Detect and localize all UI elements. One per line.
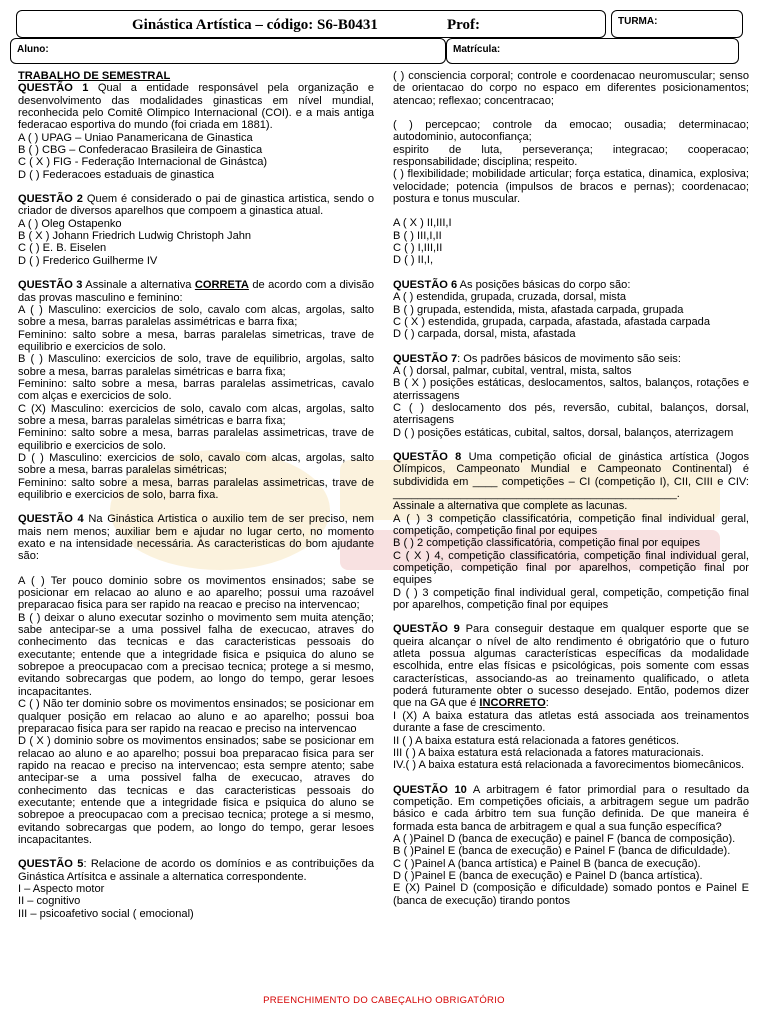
question-10 — [393, 784, 749, 833]
option: C ( ) I,III,II — [393, 242, 443, 255]
list-item: III – psicoafetivo social ( emocional) — [18, 907, 194, 920]
option: C ( )Painel A (banca artística) e Painel B (banca de execução). — [393, 857, 701, 870]
emphasis-correta: CORRETA — [194, 279, 249, 292]
option: B ( ) III,I,II — [393, 229, 442, 242]
option: D ( ) Masculino: exercicios de solo, cavalo com alcas, argolas, salto sobre a mesa, barras paralelas simétricas; — [18, 451, 374, 477]
question-5 — [18, 858, 374, 883]
question-9 — [393, 623, 749, 709]
document-title: Ginástica Artística – código: S6-B0431 — [132, 17, 378, 33]
matricula-label: Matrícula: — [453, 44, 501, 55]
option: B ( X ) Johann Friedrich Ludwig Christoph Jahn — [18, 230, 252, 243]
option: C (X) Masculino: exercicios de solo, cavalo com alcas, argolas, salto sobre a mesa, barras paralelas simétricas e barra fixa; — [18, 402, 374, 427]
option: B ( ) Masculino: exercicios de solo, trave de equilibrio, argolas, salto sobre a mesa, barras paralelas simétricas e barra fixa; — [18, 353, 374, 378]
question-6 — [393, 279, 749, 291]
right-column — [393, 70, 749, 907]
option: B ( X ) posições estáticas, deslocamentos, saltos, balanços, rotações e aterrissagens — [393, 377, 749, 402]
question-2 — [18, 193, 374, 218]
question-text: Quem é considerado o pai de ginastica artistica, sendo o criador de diversos aparelhos que compoem a ginastica atual. — [18, 193, 374, 218]
question-text: Assinale a alternativa — [82, 279, 195, 292]
option: A ( ) 3 competição classificatória, competição final individual geral, competição, competição final por equipes — [393, 512, 749, 537]
question-label: QUESTÃO 6 — [393, 278, 458, 291]
q5-statement: ( ) flexibilidade; mobilidade articular; força estatica, dinamica, explosiva; velocidade; potencia (impulsos de bracos e pernas); coordenacao; postura e tonus muscular. — [393, 168, 749, 206]
question-label: QUESTÃO 7 — [393, 352, 458, 365]
option: IV.( ) A baixa estatura está relacionada a favorecimentos biomecânicos. — [393, 759, 745, 772]
option: C ( ) Não ter dominio sobre os movimentos ensinados; se posicionar em qualquer posição em relacao ao aluno e ao aparelho; possui boa preparacao fisica para ser rapido na reacao e preciso na intervencao — [18, 698, 374, 735]
option: A ( X ) II,III,I — [393, 217, 452, 230]
option: I (X) A baixa estatura das atletas está associada aos treinamentos durante a fase de crescimento. — [393, 709, 749, 735]
question-text: : — [545, 697, 549, 710]
section-title: TRABALHO DE SEMESTRAL — [18, 70, 171, 82]
option: Feminino: salto sobre a mesa, barras paralelas assimetricas, trave de equilibrio e exercicios de solo, barra fixa. — [18, 476, 374, 501]
emphasis-incorreto: INCORRETO — [479, 697, 546, 710]
header-title-box — [16, 10, 606, 38]
q5-statement: espirito de luta, perseverança; integracao; cooperacao; responsabilidade; disciplina; respeito. — [393, 143, 749, 169]
option: B ( ) grupada, estendida, mista, afastada carpada, grupada — [393, 303, 684, 316]
option: C ( ) E. B. Eiselen — [18, 242, 107, 255]
option: Feminino: salto sobre a mesa, barras paralelas assimetricas, trave de equilibrio e exercicios de solo. — [18, 427, 374, 452]
question-7 — [393, 353, 749, 365]
option: D ( ) Frederico Guilherme IV — [18, 254, 158, 267]
option: C ( X ) FIG - Federação Internacional de Ginástca) — [18, 156, 268, 169]
question-label: QUESTÃO 1 — [18, 82, 89, 95]
list-item: I – Aspecto motor — [18, 882, 105, 895]
question-text: : Relacione de acordo os domínios e as contribuições da Ginástica Artísitca e assinale a alternatica correspondente. — [18, 858, 375, 883]
aluno-field[interactable] — [10, 38, 446, 64]
q5-statement: ( ) percepcao; controle da emocao; ousadia; determinacao; autodominio, autoconfiança; — [393, 119, 749, 144]
question-text: Para conseguir destaque em qualquer esporte que se queira alcançar o nível de alto rendimento é obrigatório que o futuro atleta possua algumas características específicas da modalidade escolhida, entre elas físicas e psicológicas, pois somente com essas características, associando-as ao treinamento qualificado, o atleta poderá futuramente obter o sucesso desejado. Então, podemos dizer que na GA que é — [393, 623, 749, 710]
question-label: QUESTÃO 4 — [18, 513, 84, 526]
question-text: Qual a entidade responsável pela organização e desenvolvimento das modalidades ginasticas em nível mundial, reconhecida pelo Comitê Olimpico Internacional (COI). e a mais antiga federacao esportiva do mundo (foi criada em 1881). — [18, 82, 374, 132]
question-label: QUESTÃO 2 — [18, 193, 83, 206]
question-label: QUESTÃO 3 — [18, 279, 83, 292]
question-text: Na Ginástica Artistica o auxilio tem de ser preciso, nem mais nem menos; auxiliar bem e ajudar no lugar certo, no momento exato e na intensidade necessária. As caracteristicas do bom ajudante são: — [18, 513, 375, 563]
option: D ( ) 3 competição final individual geral, competição, competição final por aparelhos, competição final por equipes — [393, 586, 749, 612]
option: B ( )Painel E (banca de execução) e Painel F (banca de dificuldade). — [393, 845, 731, 858]
question-label: QUESTÃO 10 — [393, 783, 467, 796]
option: A ( ) Masculino: exercicios de solo, cavalo com alcas, argolas, salto sobre a mesa, barras paralelas assimétricas e barra fixa; — [18, 303, 374, 329]
option: Feminino: salto sobre a mesa, barras paralelas simetricas, trave de equilibrio e exercicios de solo. — [18, 328, 374, 353]
list-item: II – cognitivo — [18, 895, 81, 908]
question-1 — [18, 82, 374, 131]
option: D ( ) carpada, dorsal, mista, afastada — [393, 328, 576, 341]
option: D ( X ) dominio sobre os movimentos ensinados; sabe se posicionar em relacao ao aluno e ao aparelho; possui boa preparacao fisica para ser rapido na reacao e preciso na intervencao; esta sempre atento; sabe antecipar-se a uma possivel falha de execucao, atraves do conhecimento das tecnicas e das caracteristicas pessoais do executante; entende que a integridade fisica e psiquica do aluno se sobrepoe a preocupacao com a precisao tecnica; protege a si mesmo, evitando sobrecargas que podem, ao longo do tempo, gerar lesoes incapacitantes. — [18, 735, 374, 846]
question-label: QUESTÃO 8 — [393, 450, 462, 463]
option: III ( ) A baixa estatura está relacionada a fatores maturacionais. — [393, 746, 704, 759]
question-text: Uma competição oficial de ginástica artística (Jogos Olímpicos, Campeonato Mundial e Campeonato Continental) é subdividida em ____ competições – CI (competição I), CII, CIII e CIV: ______________________________________________. — [393, 450, 750, 500]
option: Feminino: salto sobre a mesa, barras paralelas assimetricas, cavalo com alças e exercicios de solo. — [18, 377, 374, 403]
option: B ( ) deixar o aluno executar sozinho o movimento sem muita atenção; sabe antecipar-se a uma possivel falha de execucao, atraves do conhecimento das tecnicas e das caracteristicas pessoais do executante; entende que a integridade fisica e psiquica do aluno se sobrepoe a preocupacao com a precisao tecnica; protege a si mesmo, evitando sobrecargas que podem, ao longo do tempo, gerar lesoes incapacitantes. — [18, 611, 374, 698]
option: C ( X ) estendida, grupada, carpada, afastada, afastada carpada — [393, 315, 710, 328]
option: D ( )Painel E (banca de execução) e Painel D (banca artística). — [393, 869, 703, 882]
question-text: As posições básicas do corpo são: — [457, 278, 631, 291]
option: E (X) Painel D (composição e dificuldade) somado pontos e Painel E (banca de execução) tirando pontos — [393, 882, 749, 907]
option: A ( ) Ter pouco dominio sobre os movimentos ensinados; sabe se posicionar em relacao ao aluno e ao aparelho; possui uma razoável preparacao fisica para ser rapido na reacao e preciso na intervencao; — [18, 574, 374, 612]
turma-field[interactable] — [611, 10, 743, 38]
option: C ( ) deslocamento dos pés, reversão, cubital, balanços, dorsal, aterrisagens — [393, 401, 749, 427]
left-column — [18, 70, 374, 920]
option: D ( ) Federacoes estaduais de ginastica — [18, 168, 215, 181]
question-8 — [393, 451, 749, 500]
option: A ( ) UPAG – Uniao Panamericana de Ginastica — [18, 131, 253, 144]
footer-note: PREENCHIMENTO DO CABEÇALHO OBRIGATÓRIO — [263, 995, 505, 1006]
q5-statement: ( ) consciencia corporal; controle e coordenacao neuromuscular; senso de orientacao do corpo no espaco em diferentes posicionamentos; atencao; reflexao; concentracao; — [393, 70, 749, 107]
question-label: QUESTÃO 5 — [18, 858, 84, 871]
option: D ( ) posições estáticas, cubital, saltos, dorsal, balanços, aterrizagem — [393, 426, 734, 439]
option: C ( X ) 4, competição classificatória, competição final individual geral, competição, competição final por aparelhos, competição final por equipes — [393, 549, 749, 587]
question-4 — [18, 513, 374, 562]
turma-label: TURMA: — [618, 16, 658, 27]
option: A ( ) Oleg Ostapenko — [18, 217, 122, 230]
option: A ( )Painel D (banca de execução) e painel F (banca de composição). — [393, 832, 736, 845]
question-text: A arbitragem é fator primordial para o resultado da competição. Em competições oficiais, a arbitragem segue um padrão básico e cada árbitro tem sua função definida. De que maneira é formada esta banca de arbitragem e qual a sua função específica? — [393, 783, 749, 833]
aluno-label: Aluno: — [17, 44, 49, 55]
option: D ( ) II,I, — [393, 254, 434, 267]
question-label: QUESTÃO 9 — [393, 623, 460, 636]
question-3 — [18, 279, 374, 304]
question-text: de acordo com a divisão das provas masculino e feminino: — [18, 279, 374, 304]
instruction: Assinale a alternativa que complete as lacunas. — [393, 500, 628, 513]
matricula-field[interactable] — [446, 38, 739, 64]
option: II ( ) A baixa estatura está relacionada a fatores genéticos. — [393, 734, 680, 747]
option: A ( ) estendida, grupada, cruzada, dorsal, mista — [393, 291, 627, 304]
prof-label: Prof: — [447, 17, 481, 33]
question-text: : Os padrões básicos de movimento são seis: — [457, 352, 681, 365]
option: B ( ) CBG – Confederacao Brasileira de Ginastica — [18, 144, 263, 157]
option: B ( ) 2 competição classificatória, competição final por equipes — [393, 537, 701, 550]
option: A ( ) dorsal, palmar, cubital, ventral, mista, saltos — [393, 364, 632, 377]
